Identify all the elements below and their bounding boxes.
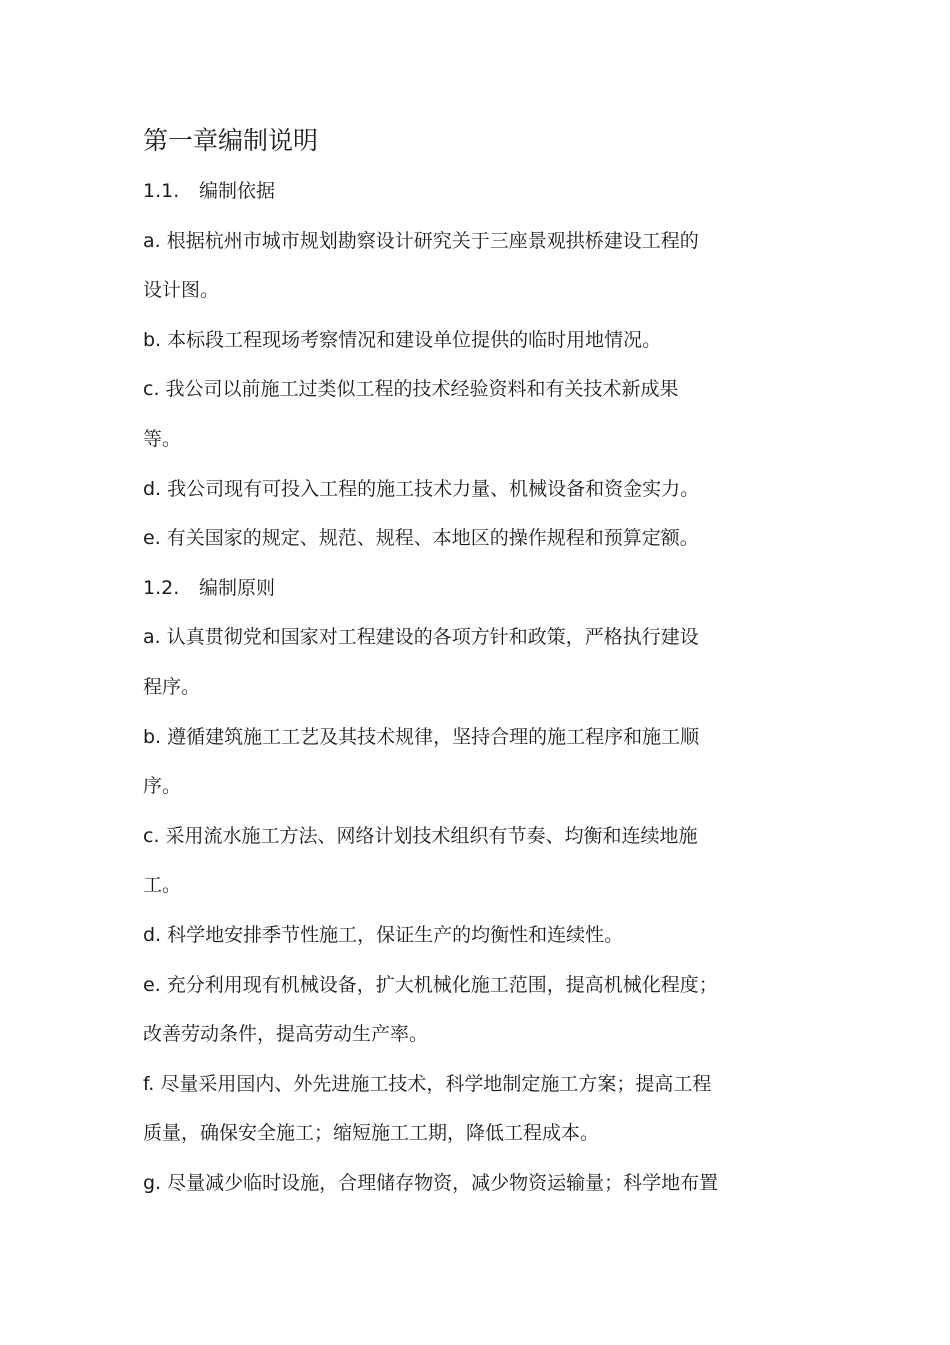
- list-item: b. 本标段工程现场考察情况和建设单位提供的临时用地情况。: [143, 328, 662, 351]
- section-number: 1.2.: [143, 576, 180, 599]
- list-item-continuation: 等。: [143, 427, 182, 450]
- list-item: a. 根据杭州市城市规划勘察设计研究关于三座景观拱桥建设工程的: [143, 229, 699, 252]
- section-heading-1-2: [143, 564, 793, 614]
- chapter-title: 第一章编制说明: [143, 126, 319, 155]
- section-title: 编制依据: [199, 180, 276, 202]
- section-number: 1.1.: [143, 180, 180, 202]
- list-item: d. 科学地安排季节性施工，保证生产的均衡性和连续性。: [143, 923, 624, 946]
- list-item-continuation: 工。: [143, 874, 182, 897]
- section-title: 编制原则: [199, 576, 276, 599]
- list-item: g. 尽量减少临时设施，合理储存物资，减少物资运输量；科学地布置: [143, 1171, 719, 1194]
- list-item-continuation: 质量，确保安全施工；缩短施工工期，降低工程成本。: [143, 1122, 600, 1145]
- list-item: c. 采用流水施工方法、网络计划技术组织有节奏、均衡和连续地施: [143, 824, 698, 847]
- list-item: e. 有关国家的规定、规范、规程、本地区的操作规程和预算定额。: [143, 527, 699, 550]
- list-item: f. 尽量采用国内、外先进施工技术，科学地制定施工方案；提高工程: [143, 1072, 712, 1095]
- list-item-continuation: 改善劳动条件，提高劳动生产率。: [143, 1023, 429, 1046]
- list-item: c. 我公司以前施工过类似工程的技术经验资料和有关技术新成果: [143, 378, 679, 401]
- list-item: a. 认真贯彻党和国家对工程建设的各项方针和政策，严格执行建设: [143, 626, 699, 649]
- list-item: d. 我公司现有可投入工程的施工技术力量、机械设备和资金实力。: [143, 477, 700, 500]
- document-body: [143, 118, 793, 1208]
- list-item: b. 遵循建筑施工工艺及其技术规律，坚持合理的施工程序和施工顺: [143, 725, 700, 748]
- list-item: e. 充分利用现有机械设备，扩大机械化施工范围，提高机械化程度；: [143, 973, 718, 996]
- list-item-continuation: 程序。: [143, 675, 201, 698]
- list-item-continuation: 序。: [143, 775, 182, 798]
- list-item-continuation: 设计图。: [143, 279, 220, 302]
- section-heading-1-1: [143, 167, 793, 217]
